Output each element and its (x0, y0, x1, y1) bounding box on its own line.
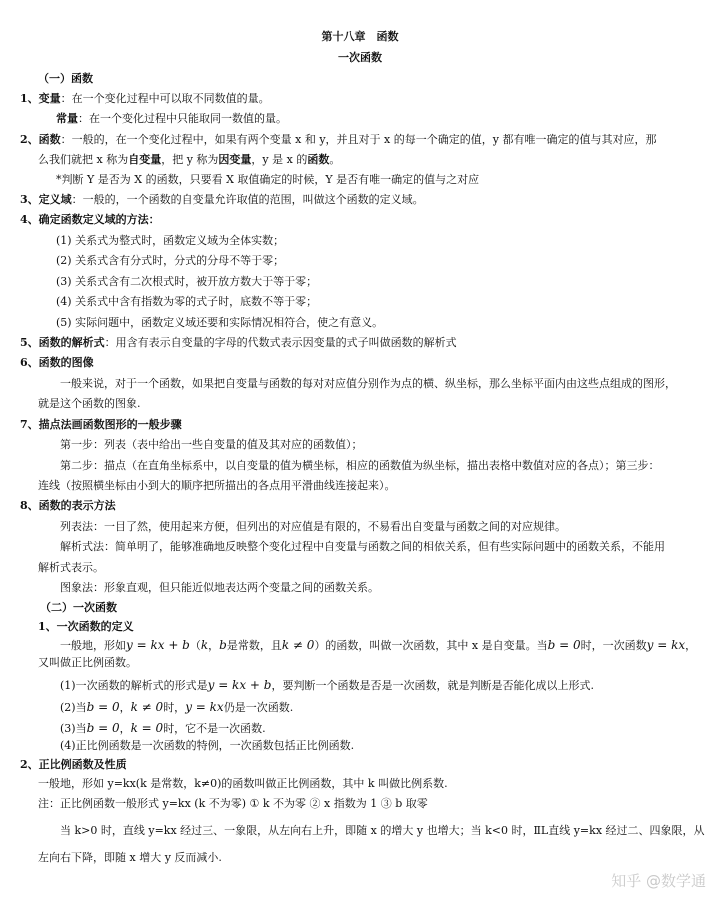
chapter-title: 第十八章 函数 (321, 30, 399, 43)
variable-definition: 1、变量：在一个变化过程中可以取不同数值的量。 (20, 92, 270, 105)
representation-heading: 8、函数的表示方法 (20, 499, 116, 512)
linear-function-definition-line2: 又叫做正比例函数。 (38, 656, 137, 669)
analytic-expression-definition: 5、函数的解析式：用含有表示自变量的字母的代数式表示因变量的式子叫做函数的解析式 (20, 336, 457, 349)
function-graph-heading: 6、函数的图像 (20, 356, 94, 369)
linear-function-definition-line1: 一般地，形如y = kx + b（k，b是常数，且k ≠ 0）的函数，叫做一次函数，其中 x 是自变量。当b = 0时，一次函数y = kx， (60, 638, 697, 652)
part1-heading: （一）函数 (38, 72, 93, 85)
watermark: 知乎 @数学通 (611, 872, 706, 890)
domain-methods-heading: 4、确定函数定义域的方法： (20, 213, 160, 226)
graph-method: 图象法：形象直观，但只能近似地表达两个变量之间的函数关系。 (60, 581, 379, 594)
linear-note-2: (2)当b = 0，k ≠ 0时，y = kx仍是一次函数. (60, 700, 294, 714)
plotting-step-3-cont: 连线（按照横坐标由小到大的顺序把所描出的各点用平滑曲线连接起来）。 (38, 479, 396, 492)
proportional-function-note: 注：正比例函数一般形式 y=kx (k 不为零) ① k 不为零 ② x 指数为 1 ③ b 取零 (38, 797, 428, 810)
proportional-function-property-1: 当 k>0 时，直线 y=kx 经过三、一象限，从左向右上升，即随 x 的增大 y 也增大；当 k<0 时，ⅡL直线 y=kx 经过二、四象限，从 (60, 824, 705, 837)
table-method: 列表法：一目了然，使用起来方便，但列出的对应值是有限的，不易看出自变量与函数之间的对应规律。 (60, 520, 566, 533)
domain-method-5: (5) 实际问题中，函数定义域还要和实际情况相符合，使之有意义。 (56, 316, 384, 329)
function-definition-line1: 2、函数：一般的，在一个变化过程中，如果有两个变量 x 和 y，并且对于 x 的每一个确定的值，y 都有唯一确定的值与其对应，那 (20, 133, 657, 146)
proportional-function-property-2: 左向右下降，即随 x 增大 y 反而减小. (38, 851, 222, 864)
constant-definition: 常量：在一个变化过程中只能取同一数值的量。 (56, 112, 287, 125)
domain-definition: 3、定义域：一般的，一个函数的自变量允许取值的范围，叫做这个函数的定义域。 (20, 193, 424, 206)
section-title: 一次函数 (338, 51, 382, 64)
linear-note-3: (3)当b = 0，k = 0时，它不是一次函数. (60, 721, 266, 735)
domain-method-2: (2) 关系式含有分式时，分式的分母不等于零； (56, 254, 285, 267)
plotting-step-1: 第一步：列表（表中给出一些自变量的值及其对应的函数值）； (60, 438, 363, 451)
domain-method-4: (4) 关系式中含有指数为零的式子时，底数不等于零； (56, 295, 318, 308)
plotting-steps-heading: 7、描点法画函数图形的一般步骤 (20, 418, 182, 431)
function-judgement-note: *判断 Y 是否为 X 的函数，只要看 X 取值确定的时候，Y 是否有唯一确定的值与之对应 (56, 173, 480, 186)
analytic-method-2: 解析式表示。 (38, 561, 104, 574)
plotting-step-2-3: 第二步：描点（在直角坐标系中，以自变量的值为横坐标，相应的函数值为纵坐标，描出表格中数值对应的各点）；第三步： (60, 459, 660, 472)
domain-method-3: (3) 关系式含有二次根式时，被开放方数大于等于零； (56, 275, 318, 288)
domain-method-1: (1) 关系式为整式时，函数定义域为全体实数； (56, 234, 285, 247)
function-graph-text-2: 就是这个函数的图象. (38, 397, 141, 410)
linear-note-4: (4)正比例函数是一次函数的特例，一次函数包括正比例函数. (60, 739, 355, 752)
proportional-function-definition: 一般地，形如 y=kx(k 是常数，k≠0)的函数叫做正比例函数，其中 k 叫做比例系数. (38, 777, 448, 790)
analytic-method-1: 解析式法：简单明了，能够准确地反映整个变化过程中自变量与函数之间的相依关系，但有些实际问题中的函数关系，不能用 (60, 540, 665, 553)
function-definition-line2: 么我们就把 x 称为自变量，把 y 称为因变量，y 是 x 的函数。 (38, 153, 341, 166)
linear-note-1: (1)一次函数的解析式的形式是y = kx + b，要判断一个函数是否是一次函数，就是判断是否能化成以上形式. (60, 678, 594, 692)
linear-function-definition-heading: 1、一次函数的定义 (38, 620, 134, 633)
part2-heading: （二）一次函数 (40, 601, 117, 614)
function-graph-text-1: 一般来说，对于一个函数，如果把自变量与函数的每对对应值分别作为点的横、纵坐标，那么坐标平面内由这些点组成的图形， (60, 377, 676, 390)
proportional-function-heading: 2、正比例函数及性质 (20, 758, 127, 771)
